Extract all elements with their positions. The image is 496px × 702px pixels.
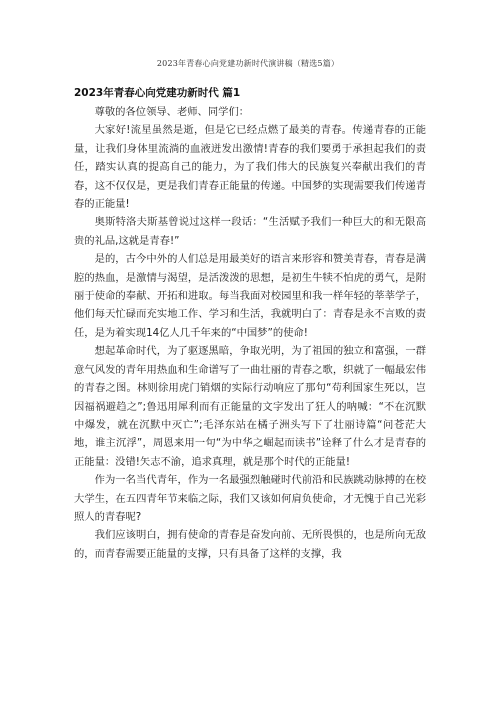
body-paragraph: 大家好!流星虽然是逝，但是它已经点燃了最美的青春。传递青春的正能量，让我们身体里流淌的血液迸发出激情!青春的我们要勇于承担起我们的责任，踏实认真的提高自己的能力，为了我们伟大的民族复兴奉献出我们的青春，这不仅仅是，更是我们青春正能量的传递。中国梦的实现需要我们传递青春的正能量! — [74, 124, 426, 211]
document-header-title: 2023年青春心向党建功新时代演讲稿（精选5篇） — [156, 59, 340, 68]
body-paragraph: 想起革命时代，为了驱逐黑暗，争取光明，为了祖国的独立和富强，一群意气风发的青年用热血和生命谱写了一曲壮丽的青春之歌，织就了一幅最宏伟的青春之图。林则徐用虎门销烟的实际行动响应了那句“苟利国家生死以，岂因福祸避趋之”;鲁迅用犀利而有正能量的文字发出了狂人的呐喊：“不在沉默中爆发，就在沉默中灭亡”;毛泽东站在橘子洲头写下了壮丽诗篇“问苍茫大地，谁主沉浮”，周恩来用一句“为中华之崛起而读书”诠释了什么才是青春的正能量：没错!矢志不渝，追求真理，就是那个时代的正能量! — [74, 345, 426, 468]
body-paragraph: 作为一名当代青年，作为一名最强烈触碰时代前沿和民族跳动脉搏的在校大学生，在五四青年节来临之际，我们又该如何肩负使命，才无愧于自己光彩照人的青春呢? — [74, 474, 426, 523]
body-paragraph: 奥斯特洛夫斯基曾说过这样一段话：“生活赋予我们一种巨大的和无限高贵的礼品,这就是青春!” — [74, 216, 426, 247]
section-heading: 2023年青春心向党建功新时代 篇1 — [74, 87, 241, 99]
body-paragraph: 是的，古今中外的人们总是用最美好的语言来形容和赞美青春，青春是满腔的热血，是激情与渴望，是活泼泼的思想，是初生牛犊不怕虎的勇气，是附丽于使命的奉献、开拓和进取。每当我面对校园里和我一样年轻的莘莘学子，他们每天忙碌而充实地工作、学习和生活，我就明白了：青春是永不言败的责任，是为着实现14亿人几千年来的“中国梦”的使命! — [74, 253, 426, 339]
article-body — [74, 84, 426, 563]
salutation-paragraph: 尊敬的各位领导、老师、同学们： — [94, 106, 250, 118]
body-paragraph: 我们应该明白，拥有使命的青春是奋发向前、无所畏惧的，也是所向无敌的，而青春需要正能量的支撑，只有具备了这样的支撑，我 — [74, 529, 426, 560]
